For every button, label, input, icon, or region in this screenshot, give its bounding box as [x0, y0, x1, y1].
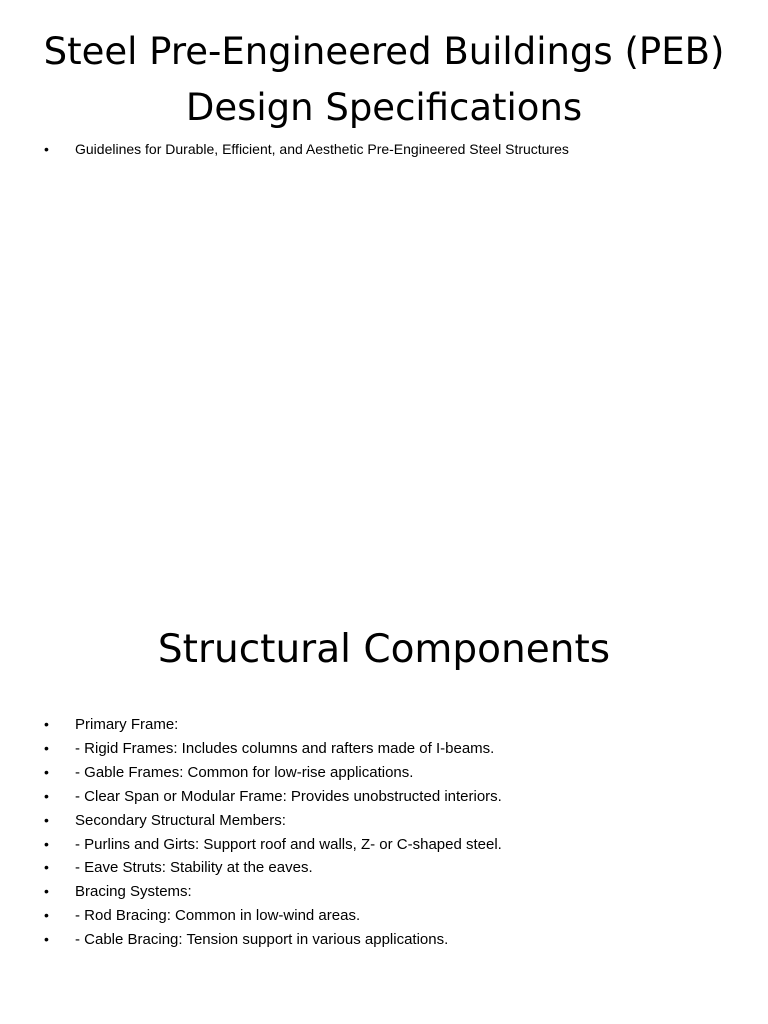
bullet-text: - Gable Frames: Common for low-rise applications.	[75, 763, 414, 781]
bullet-icon: •	[44, 763, 49, 780]
bullet-text: - Rigid Frames: Includes columns and rafters made of I-beams.	[75, 739, 495, 757]
bullet-text: Secondary Structural Members:	[75, 811, 286, 829]
bullet-icon: •	[44, 716, 49, 732]
list-item	[0, 809, 740, 833]
list-item	[0, 833, 740, 857]
bullet-icon: •	[44, 859, 49, 876]
bullet-icon: •	[44, 787, 49, 804]
bullet-icon: •	[44, 931, 49, 948]
bullet-icon: •	[44, 811, 49, 828]
bullet-text: - Cable Bracing: Tension support in various applications.	[75, 931, 449, 949]
bullet-icon: •	[44, 883, 49, 900]
list-item	[0, 928, 740, 952]
list-item	[0, 713, 740, 737]
bullet-text: Guidelines for Durable, Efficient, and Aesthetic Pre-Engineered Steel Structures	[75, 141, 569, 157]
bullet-text: Primary Frame:	[75, 716, 179, 733]
slide-2-bullet-list	[0, 713, 740, 952]
bullet-text: - Rod Bracing: Common in low-wind areas.	[75, 907, 361, 925]
list-item	[0, 785, 740, 809]
slide-2	[0, 512, 768, 1024]
list-item	[0, 138, 740, 160]
slide-1-bullet-list	[0, 138, 740, 160]
bullet-icon: •	[44, 835, 49, 852]
bullet-text: - Clear Span or Modular Frame: Provides unobstructed interiors.	[75, 787, 502, 805]
bullet-text: - Purlins and Girts: Support roof and walls, Z- or C-shaped steel.	[75, 835, 502, 853]
slide-2-title: Structural Components	[157, 627, 611, 672]
list-item	[0, 904, 740, 928]
slide-1-title: Steel Pre-Engineered Buildings (PEB) Design Specifications	[43, 30, 725, 129]
list-item	[0, 880, 740, 904]
list-item	[0, 761, 740, 785]
list-item	[0, 856, 740, 880]
bullet-icon: •	[44, 141, 49, 157]
bullet-text: Bracing Systems:	[75, 883, 192, 901]
list-item	[0, 737, 740, 761]
bullet-text: - Eave Struts: Stability at the eaves.	[75, 859, 313, 877]
bullet-icon: •	[44, 907, 49, 924]
bullet-icon: •	[44, 739, 49, 756]
